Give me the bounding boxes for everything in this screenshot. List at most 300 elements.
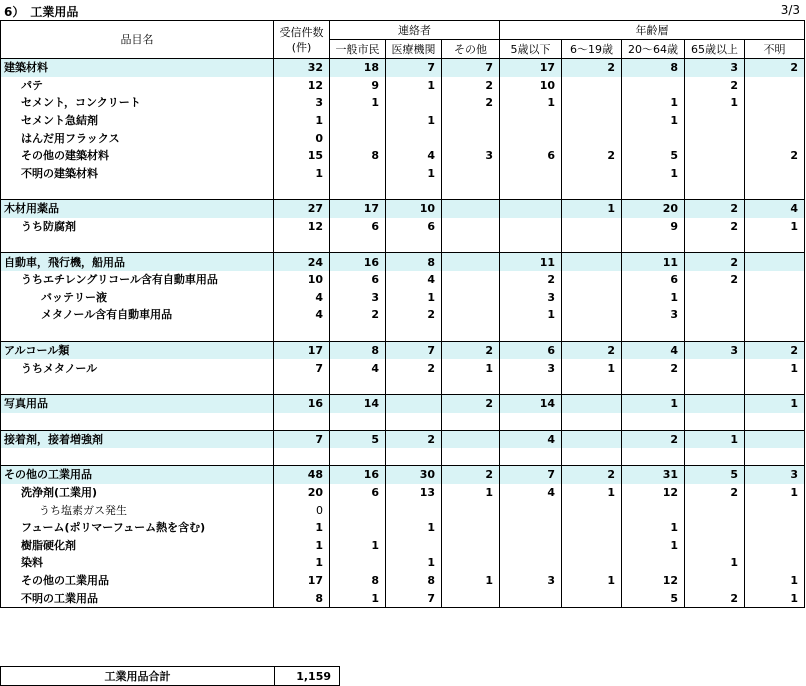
item-name: 洗浄剤(工業用) xyxy=(1,484,274,502)
item-row xyxy=(1,501,805,519)
value-cell xyxy=(685,147,745,165)
spacer-row xyxy=(1,235,805,253)
spacer-cell xyxy=(442,377,500,395)
value-cell: 2 xyxy=(685,200,745,218)
item-row xyxy=(1,147,805,165)
item-row xyxy=(1,484,805,502)
value-cell: 2 xyxy=(442,94,500,112)
value-cell xyxy=(685,572,745,590)
value-cell: 4 xyxy=(386,147,442,165)
grand-total-label: 工業用品合計 xyxy=(1,667,275,686)
value-cell: 2 xyxy=(745,59,805,77)
category-row xyxy=(1,341,805,359)
value-cell xyxy=(745,94,805,112)
value-cell: 1 xyxy=(330,536,386,554)
contact-group-header: 連絡者 xyxy=(330,21,500,40)
spacer-cell xyxy=(745,235,805,253)
value-cell: 11 xyxy=(622,253,685,271)
item-name: パテ xyxy=(1,77,274,95)
value-cell: 1 xyxy=(745,484,805,502)
value-cell: 14 xyxy=(330,394,386,412)
item-name: その他の工業用品 xyxy=(1,466,274,484)
value-cell xyxy=(442,129,500,147)
item-name: 建築材料 xyxy=(1,59,274,77)
value-cell: 7 xyxy=(500,466,562,484)
spacer-cell xyxy=(386,413,442,431)
count-cell: 48 xyxy=(274,466,330,484)
value-cell: 2 xyxy=(442,341,500,359)
count-cell: 10 xyxy=(274,271,330,289)
value-cell: 6 xyxy=(330,271,386,289)
spacer-cell xyxy=(745,182,805,200)
value-cell xyxy=(745,112,805,130)
value-cell: 20 xyxy=(622,200,685,218)
value-cell xyxy=(386,129,442,147)
value-cell xyxy=(442,271,500,289)
category-row xyxy=(1,59,805,77)
value-cell xyxy=(442,200,500,218)
value-cell: 12 xyxy=(622,572,685,590)
value-cell xyxy=(442,306,500,324)
spacer-cell xyxy=(685,413,745,431)
spacer-cell xyxy=(622,235,685,253)
value-cell xyxy=(562,306,622,324)
spacer-cell xyxy=(442,448,500,466)
item-row xyxy=(1,359,805,377)
spacer-cell xyxy=(1,235,274,253)
value-cell xyxy=(745,430,805,448)
value-cell xyxy=(562,536,622,554)
spacer-cell xyxy=(442,324,500,342)
value-cell: 3 xyxy=(500,359,562,377)
value-cell xyxy=(745,306,805,324)
category-row xyxy=(1,394,805,412)
value-cell: 1 xyxy=(622,94,685,112)
spacer-cell xyxy=(562,182,622,200)
value-cell xyxy=(562,554,622,572)
spacer-cell xyxy=(500,182,562,200)
count-cell: 7 xyxy=(274,359,330,377)
item-name: うちメタノール xyxy=(1,359,274,377)
spacer-cell xyxy=(386,377,442,395)
age-0-5-header: 5歳以下 xyxy=(500,40,562,59)
page-header xyxy=(0,0,806,20)
value-cell: 8 xyxy=(622,59,685,77)
count-cell: 0 xyxy=(274,129,330,147)
value-cell: 1 xyxy=(685,554,745,572)
item-name: バッテリー液 xyxy=(1,289,274,307)
item-row xyxy=(1,165,805,183)
value-cell: 17 xyxy=(500,59,562,77)
value-cell: 3 xyxy=(745,466,805,484)
value-cell xyxy=(442,536,500,554)
spacer-cell xyxy=(685,377,745,395)
item-name: メタノール含有自動車用品 xyxy=(1,306,274,324)
value-cell: 1 xyxy=(442,572,500,590)
value-cell: 13 xyxy=(386,484,442,502)
value-cell: 1 xyxy=(622,519,685,537)
count-cell: 17 xyxy=(274,341,330,359)
spacer-cell xyxy=(745,377,805,395)
value-cell: 3 xyxy=(685,59,745,77)
value-cell xyxy=(685,165,745,183)
value-cell xyxy=(330,501,386,519)
item-row xyxy=(1,218,805,236)
value-cell xyxy=(745,129,805,147)
value-cell xyxy=(562,589,622,607)
value-cell xyxy=(562,165,622,183)
value-cell xyxy=(562,129,622,147)
value-cell xyxy=(685,129,745,147)
value-cell xyxy=(442,501,500,519)
value-cell: 1 xyxy=(745,572,805,590)
value-cell: 1 xyxy=(622,394,685,412)
spacer-cell xyxy=(562,448,622,466)
count-cell: 20 xyxy=(274,484,330,502)
statistics-table xyxy=(0,20,805,608)
item-name: 染料 xyxy=(1,554,274,572)
item-name: その他の建築材料 xyxy=(1,147,274,165)
value-cell: 2 xyxy=(562,59,622,77)
item-row xyxy=(1,572,805,590)
header-row-1 xyxy=(1,21,805,40)
spacer-cell xyxy=(685,324,745,342)
age-65plus-header: 65歳以上 xyxy=(685,40,745,59)
spacer-row xyxy=(1,413,805,431)
spacer-cell xyxy=(1,448,274,466)
value-cell xyxy=(330,519,386,537)
value-cell: 2 xyxy=(442,77,500,95)
value-cell: 18 xyxy=(330,59,386,77)
count-cell: 3 xyxy=(274,94,330,112)
spacer-cell xyxy=(1,324,274,342)
spacer-cell xyxy=(274,235,330,253)
value-cell: 1 xyxy=(685,94,745,112)
spacer-cell xyxy=(442,182,500,200)
value-cell xyxy=(685,112,745,130)
value-cell: 6 xyxy=(330,218,386,236)
item-name: その他の工業用品 xyxy=(1,572,274,590)
value-cell xyxy=(745,271,805,289)
value-cell xyxy=(500,519,562,537)
value-cell xyxy=(562,112,622,130)
value-cell: 1 xyxy=(745,394,805,412)
item-name: 樹脂硬化剤 xyxy=(1,536,274,554)
value-cell: 3 xyxy=(330,289,386,307)
spacer-cell xyxy=(745,413,805,431)
spacer-cell xyxy=(442,413,500,431)
value-cell: 1 xyxy=(562,200,622,218)
value-cell: 5 xyxy=(330,430,386,448)
value-cell: 2 xyxy=(745,341,805,359)
count-cell: 4 xyxy=(274,289,330,307)
value-cell: 1 xyxy=(562,359,622,377)
item-name: 自動車，飛行機，船用品 xyxy=(1,253,274,271)
count-cell: 12 xyxy=(274,218,330,236)
spacer-cell xyxy=(330,235,386,253)
count-cell: 7 xyxy=(274,430,330,448)
value-cell: 2 xyxy=(685,218,745,236)
value-cell: 9 xyxy=(622,218,685,236)
value-cell xyxy=(745,501,805,519)
value-cell: 4 xyxy=(330,359,386,377)
item-name: 写真用品 xyxy=(1,394,274,412)
value-cell xyxy=(442,430,500,448)
grand-total-row xyxy=(1,667,340,686)
item-row xyxy=(1,306,805,324)
value-cell: 1 xyxy=(562,484,622,502)
value-cell xyxy=(500,554,562,572)
value-cell: 2 xyxy=(386,306,442,324)
value-cell xyxy=(685,289,745,307)
count-cell: 17 xyxy=(274,572,330,590)
value-cell: 2 xyxy=(330,306,386,324)
value-cell xyxy=(500,501,562,519)
count-cell: 1 xyxy=(274,519,330,537)
value-cell xyxy=(386,394,442,412)
spacer-cell xyxy=(1,413,274,431)
value-cell: 1 xyxy=(745,218,805,236)
value-cell xyxy=(685,359,745,377)
value-cell: 4 xyxy=(386,271,442,289)
value-cell: 7 xyxy=(386,589,442,607)
age-20-64-header: 20～64歳 xyxy=(622,40,685,59)
value-cell: 3 xyxy=(500,289,562,307)
category-row xyxy=(1,466,805,484)
value-cell xyxy=(442,289,500,307)
spacer-cell xyxy=(622,324,685,342)
value-cell xyxy=(386,536,442,554)
value-cell xyxy=(330,554,386,572)
item-name-header: 品目名 xyxy=(1,21,274,59)
value-cell: 3 xyxy=(442,147,500,165)
count-cell: 0 xyxy=(274,501,330,519)
value-cell xyxy=(330,112,386,130)
value-cell xyxy=(442,218,500,236)
count-cell: 27 xyxy=(274,200,330,218)
count-cell: 16 xyxy=(274,394,330,412)
value-cell: 8 xyxy=(330,572,386,590)
item-name: はんだ用フラックス xyxy=(1,129,274,147)
value-cell xyxy=(745,536,805,554)
spacer-cell xyxy=(562,413,622,431)
value-cell: 1 xyxy=(386,519,442,537)
spacer-cell xyxy=(274,413,330,431)
value-cell xyxy=(562,218,622,236)
value-cell: 14 xyxy=(500,394,562,412)
count-header xyxy=(274,21,330,59)
value-cell: 1 xyxy=(386,165,442,183)
spacer-cell xyxy=(386,324,442,342)
item-name: 接着剤，接着増強剤 xyxy=(1,430,274,448)
value-cell: 1 xyxy=(442,484,500,502)
contact-other-header: その他 xyxy=(442,40,500,59)
value-cell: 3 xyxy=(685,341,745,359)
value-cell xyxy=(500,218,562,236)
value-cell xyxy=(500,165,562,183)
contact-public-header: 一般市民 xyxy=(330,40,386,59)
age-6-19-header: 6～19歳 xyxy=(562,40,622,59)
value-cell: 6 xyxy=(500,341,562,359)
value-cell: 10 xyxy=(386,200,442,218)
item-row xyxy=(1,112,805,130)
item-name: セメント急結剤 xyxy=(1,112,274,130)
spacer-cell xyxy=(622,182,685,200)
count-cell: 1 xyxy=(274,536,330,554)
value-cell: 6 xyxy=(622,271,685,289)
value-cell xyxy=(562,94,622,112)
value-cell xyxy=(562,253,622,271)
spacer-cell xyxy=(500,324,562,342)
value-cell xyxy=(685,536,745,554)
value-cell: 5 xyxy=(685,466,745,484)
grand-total-table xyxy=(0,666,340,686)
value-cell: 9 xyxy=(330,77,386,95)
page-number: 3/3 xyxy=(780,3,800,17)
spacer-cell xyxy=(622,448,685,466)
value-cell: 1 xyxy=(622,112,685,130)
count-cell: 8 xyxy=(274,589,330,607)
value-cell xyxy=(442,112,500,130)
value-cell xyxy=(745,519,805,537)
value-cell: 11 xyxy=(500,253,562,271)
value-cell: 1 xyxy=(386,289,442,307)
value-cell: 1 xyxy=(562,572,622,590)
value-cell xyxy=(685,501,745,519)
value-cell xyxy=(622,501,685,519)
spacer-cell xyxy=(500,235,562,253)
category-row xyxy=(1,430,805,448)
value-cell: 2 xyxy=(685,484,745,502)
spacer-cell xyxy=(745,448,805,466)
value-cell xyxy=(685,394,745,412)
value-cell xyxy=(622,77,685,95)
value-cell xyxy=(622,129,685,147)
value-cell: 8 xyxy=(386,572,442,590)
value-cell xyxy=(442,253,500,271)
value-cell: 1 xyxy=(685,430,745,448)
value-cell: 16 xyxy=(330,253,386,271)
value-cell xyxy=(562,519,622,537)
value-cell: 2 xyxy=(500,271,562,289)
count-cell: 32 xyxy=(274,59,330,77)
value-cell: 1 xyxy=(745,589,805,607)
value-cell: 8 xyxy=(386,253,442,271)
spacer-cell xyxy=(685,448,745,466)
value-cell: 2 xyxy=(685,271,745,289)
value-cell: 5 xyxy=(622,589,685,607)
count-header-line1: 受信件数 xyxy=(279,25,324,39)
value-cell: 6 xyxy=(330,484,386,502)
item-row xyxy=(1,129,805,147)
spacer-row xyxy=(1,377,805,395)
value-cell: 2 xyxy=(386,430,442,448)
value-cell: 4 xyxy=(745,200,805,218)
value-cell: 2 xyxy=(745,147,805,165)
value-cell: 2 xyxy=(386,359,442,377)
value-cell: 1 xyxy=(386,554,442,572)
value-cell xyxy=(500,112,562,130)
spacer-cell xyxy=(330,324,386,342)
value-cell: 2 xyxy=(622,359,685,377)
count-cell: 1 xyxy=(274,112,330,130)
spacer-cell xyxy=(685,182,745,200)
item-name: フューム(ポリマーフューム熱を含む) xyxy=(1,519,274,537)
value-cell: 4 xyxy=(500,484,562,502)
value-cell xyxy=(442,554,500,572)
value-cell: 2 xyxy=(622,430,685,448)
spacer-cell xyxy=(274,377,330,395)
value-cell: 7 xyxy=(442,59,500,77)
value-cell: 7 xyxy=(386,59,442,77)
spacer-cell xyxy=(562,377,622,395)
spacer-cell xyxy=(1,182,274,200)
item-row xyxy=(1,554,805,572)
count-cell: 24 xyxy=(274,253,330,271)
value-cell xyxy=(442,519,500,537)
spacer-cell xyxy=(622,413,685,431)
spacer-cell xyxy=(274,324,330,342)
count-header-line2: (件) xyxy=(291,40,312,54)
value-cell: 6 xyxy=(386,218,442,236)
value-cell xyxy=(745,253,805,271)
age-unknown-header: 不明 xyxy=(745,40,805,59)
item-row xyxy=(1,94,805,112)
value-cell xyxy=(500,536,562,554)
value-cell xyxy=(562,77,622,95)
spacer-row xyxy=(1,324,805,342)
value-cell xyxy=(330,129,386,147)
value-cell xyxy=(745,165,805,183)
item-row xyxy=(1,536,805,554)
value-cell: 7 xyxy=(386,341,442,359)
value-cell: 16 xyxy=(330,466,386,484)
value-cell: 2 xyxy=(685,77,745,95)
value-cell xyxy=(745,289,805,307)
value-cell: 1 xyxy=(330,94,386,112)
item-name: うち防腐剤 xyxy=(1,218,274,236)
spacer-cell xyxy=(745,324,805,342)
value-cell: 1 xyxy=(386,77,442,95)
value-cell: 2 xyxy=(562,466,622,484)
value-cell xyxy=(386,94,442,112)
spacer-row xyxy=(1,448,805,466)
value-cell xyxy=(562,289,622,307)
value-cell: 30 xyxy=(386,466,442,484)
count-cell: 1 xyxy=(274,554,330,572)
count-cell: 4 xyxy=(274,306,330,324)
value-cell: 1 xyxy=(386,112,442,130)
item-row xyxy=(1,289,805,307)
value-cell: 17 xyxy=(330,200,386,218)
count-cell: 1 xyxy=(274,165,330,183)
value-cell xyxy=(500,129,562,147)
contact-medical-header: 医療機関 xyxy=(386,40,442,59)
grand-total-value: 1,159 xyxy=(275,667,340,686)
item-name: うちエチレングリコール含有自動車用品 xyxy=(1,271,274,289)
spacer-cell xyxy=(386,235,442,253)
spacer-cell xyxy=(562,324,622,342)
item-row xyxy=(1,589,805,607)
spacer-cell xyxy=(622,377,685,395)
value-cell: 2 xyxy=(442,466,500,484)
value-cell: 1 xyxy=(622,165,685,183)
value-cell: 8 xyxy=(330,341,386,359)
age-group-header: 年齢層 xyxy=(500,21,805,40)
value-cell xyxy=(442,165,500,183)
value-cell xyxy=(685,306,745,324)
value-cell: 1 xyxy=(622,536,685,554)
